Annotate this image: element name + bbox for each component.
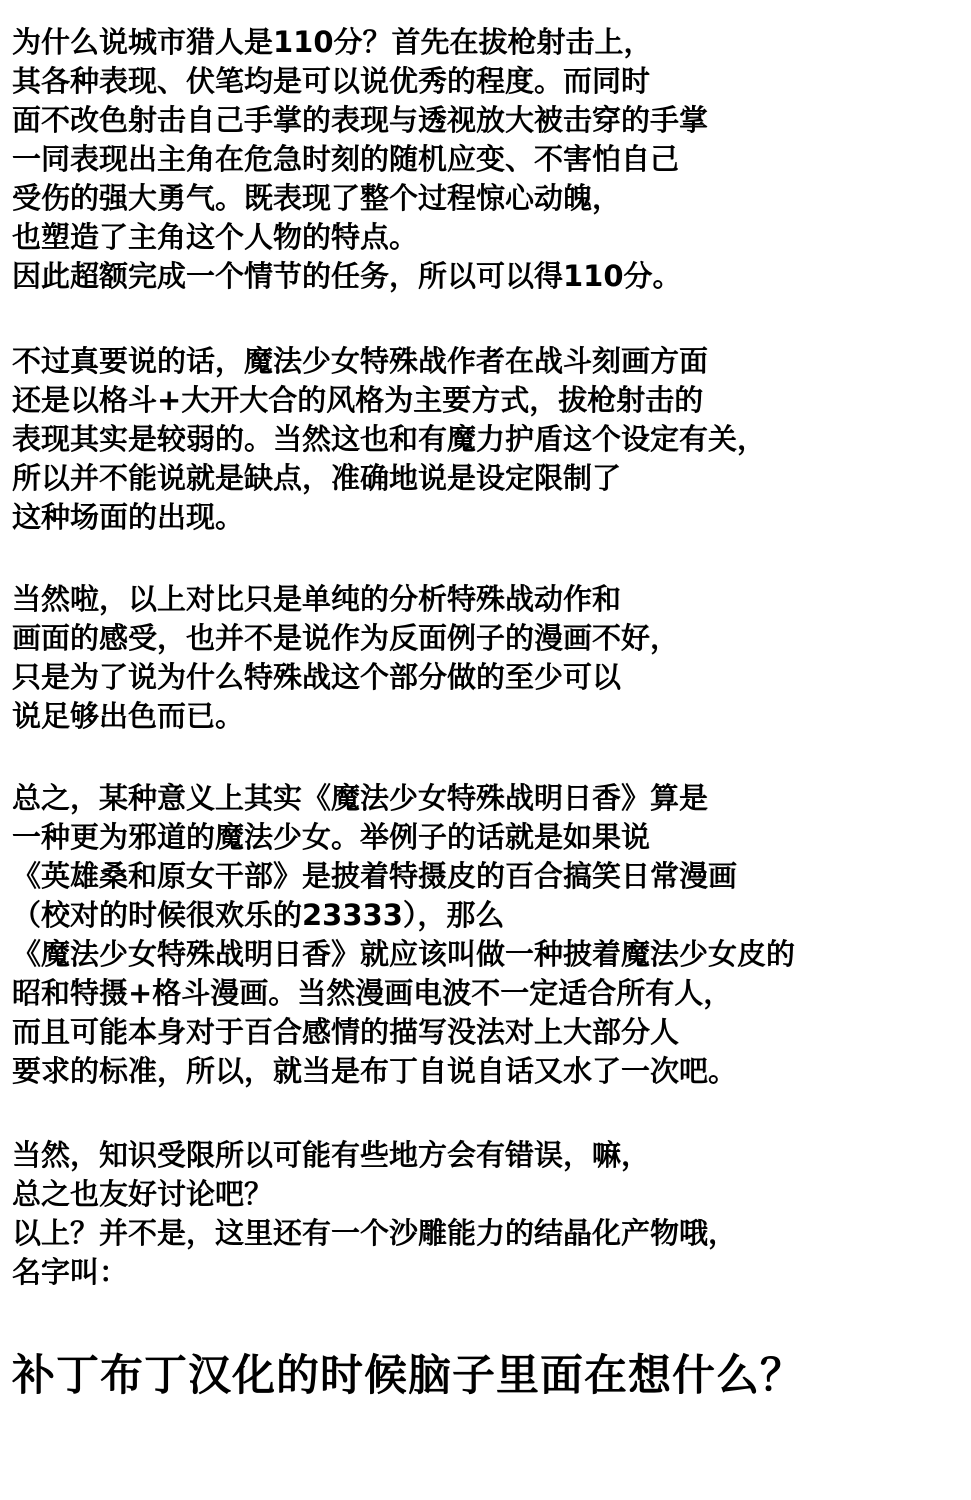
closing-headline: 补丁布丁汉化的时候脑子里面在想什么？ xyxy=(12,1351,804,1401)
text-line: 《魔法少女特殊战明日香》就应该叫做一种披着魔法少女皮的 xyxy=(12,937,796,971)
text-line: 一种更为邪道的魔法少女。举例子的话就是如果说 xyxy=(12,820,651,854)
text-line: 还是以格斗+大开大合的风格为主要方式，拔枪射击的 xyxy=(12,383,704,417)
text-line: 以上？并不是，这里还有一个沙雕能力的结晶化产物哦， xyxy=(12,1216,738,1250)
text-line: 因此超额完成一个情节的任务，所以可以得110分。 xyxy=(12,259,682,293)
text-line: 一同表现出主角在危急时刻的随机应变、不害怕自己 xyxy=(12,142,680,176)
text-line: 昭和特摄+格斗漫画。当然漫画电波不一定适合所有人， xyxy=(12,976,733,1010)
text-line: 所以并不能说就是缺点，准确地说是设定限制了 xyxy=(12,461,622,495)
text-line: 当然啦，以上对比只是单纯的分析特殊战动作和 xyxy=(12,582,622,616)
text-line: 名字叫： xyxy=(12,1255,129,1289)
text-line: 要求的标准，所以，就当是布丁自说自话又水了一次吧。 xyxy=(12,1054,738,1088)
text-line: 表现其实是较弱的。当然这也和有魔力护盾这个设定有关， xyxy=(12,422,767,456)
text-line: 当然，知识受限所以可能有些地方会有错误，嘛， xyxy=(12,1138,651,1172)
text-line: 不过真要说的话，魔法少女特殊战作者在战斗刻画方面 xyxy=(12,344,709,378)
text-line: 总之也友好讨论吧？ xyxy=(12,1177,274,1211)
text-line: （校对的时候很欢乐的23333），那么 xyxy=(12,898,505,932)
text-line: 其各种表现、伏笔均是可以说优秀的程度。而同时 xyxy=(12,64,651,98)
text-line: 也塑造了主角这个人物的特点。 xyxy=(12,220,419,254)
text-line: 而且可能本身对于百合感情的描写没法对上大部分人 xyxy=(12,1015,680,1049)
text-line: 画面的感受，也并不是说作为反面例子的漫画不好， xyxy=(12,621,680,655)
text-line: 这种场面的出现。 xyxy=(12,500,245,534)
text-line: 面不改色射击自己手掌的表现与透视放大被击穿的手掌 xyxy=(12,103,709,137)
text-line: 总之，某种意义上其实《魔法少女特殊战明日香》算是 xyxy=(12,781,709,815)
text-line: 受伤的强大勇气。既表现了整个过程惊心动魄， xyxy=(12,181,622,215)
text-line: 《英雄桑和原女干部》是披着特摄皮的百合搞笑日常漫画 xyxy=(12,859,738,893)
text-line: 说足够出色而已。 xyxy=(12,699,245,733)
text-line: 只是为了说为什么特殊战这个部分做的至少可以 xyxy=(12,660,622,694)
text-line: 为什么说城市猎人是110分？首先在拔枪射击上， xyxy=(12,25,653,59)
